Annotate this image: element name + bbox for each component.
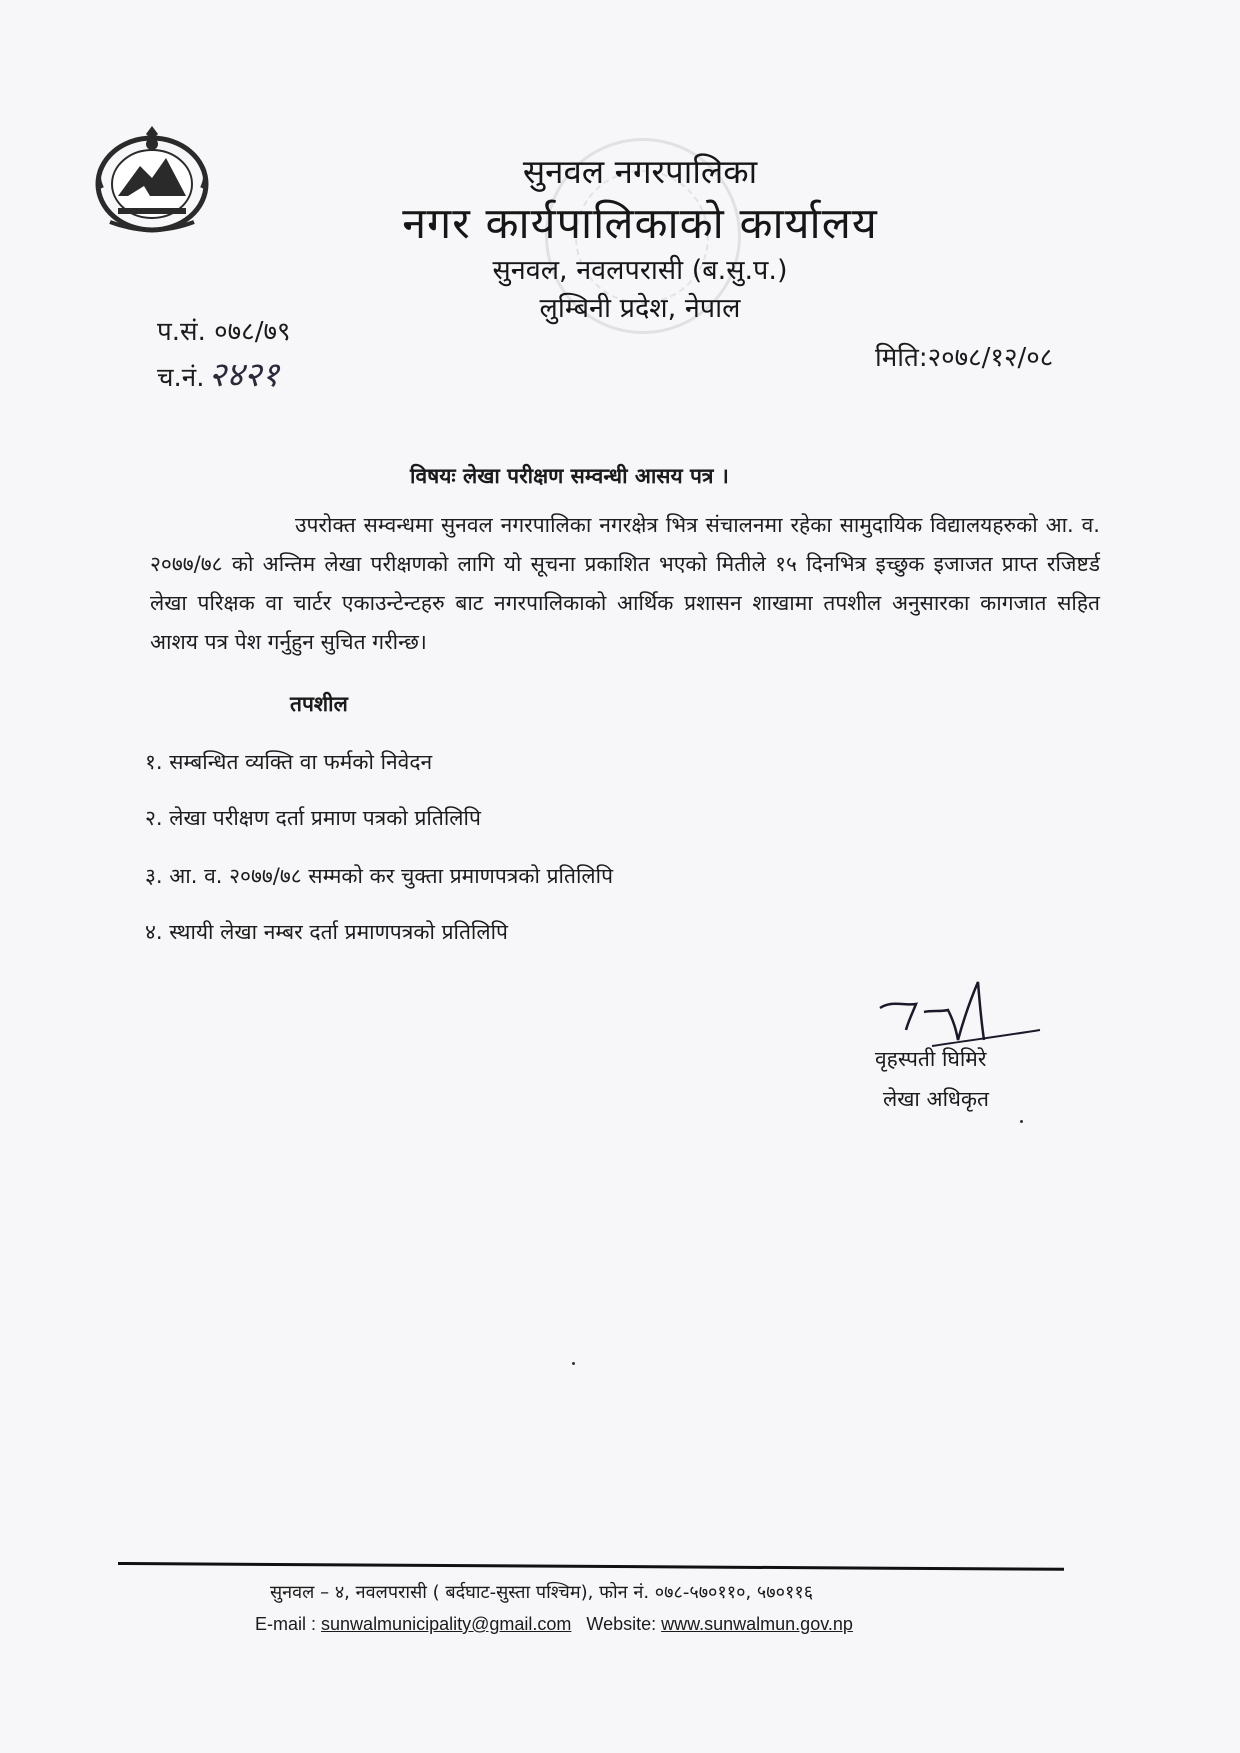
- office-district: सुनवल, नवलपरासी (ब.सु.प.): [492, 255, 788, 286]
- signatory-title: लेखा अधिकृत: [883, 1087, 990, 1111]
- dispatch-handwritten-value: २४२१: [208, 355, 280, 395]
- footer-divider: [118, 1562, 1064, 1571]
- office-province: लुम्बिनी प्रदेश, नेपाल: [539, 293, 741, 324]
- dispatch-number: [157, 350, 279, 396]
- details-heading: तपशील: [290, 692, 348, 716]
- handwritten-signature: [872, 978, 1042, 1048]
- list-item: ४. स्थायी लेखा नम्बर दर्ता प्रमाणपत्रको प्रतिलिपि: [145, 920, 508, 944]
- scan-speck: [1020, 1120, 1023, 1123]
- list-item: १. सम्बन्धित व्यक्ति वा फर्मको निवेदन: [145, 750, 433, 774]
- letter-subject: विषयः लेखा परीक्षण सम्वन्धी आसय पत्र ।: [410, 464, 729, 488]
- reference-number: प.सं. ०७८/७९: [157, 317, 291, 347]
- website-label: Website:: [586, 1614, 657, 1634]
- email-link[interactable]: sunwalmunicipality@gmail.com: [321, 1614, 572, 1634]
- website-link[interactable]: www.sunwalmun.gov.np: [661, 1614, 853, 1634]
- footer-address: सुनवल – ४, नवलपरासी ( बर्दघाट-सुस्ता पश्चिम), फोन नं. ०७८-५७०११०, ५७०११६: [270, 1582, 814, 1603]
- office-name: नगर कार्यपालिकाको कार्यालय: [402, 199, 878, 249]
- scan-speck: [572, 1362, 575, 1365]
- list-item: २. लेखा परीक्षण दर्ता प्रमाण पत्रको प्रतिलिपि: [145, 806, 481, 830]
- letter-date: मिति:२०७८/१२/०८: [875, 343, 1054, 373]
- email-label: E-mail :: [255, 1614, 317, 1634]
- dispatch-label: च.नं.: [157, 363, 205, 393]
- municipality-name: सुनवल नगरपालिका: [522, 152, 758, 191]
- nepal-government-emblem-icon: [88, 126, 216, 238]
- signatory-name: वृहस्पती घिमिरे: [875, 1047, 987, 1071]
- list-item: ३. आ. व. २०७७/७८ सम्मको कर चुक्ता प्रमाणपत्रको प्रतिलिपि: [145, 864, 614, 888]
- letter-body: उपरोक्त सम्वन्धमा सुनवल नगरपालिका नगरक्षेत्र भित्र संचालनमा रहेका सामुदायिक विद्यालयहरुको आ. व. २०७७/७८ को अन्तिम लेखा परीक्षणको लागि यो सूचना प्रकाशित भएको मितीले १५ दिनभित्र इच्छुक इजाजत प्राप्त रजिष्टर्ड लेखा परिक्षक वा चार्टर एकाउन्टेन्टहरु बाट नगरपालिकाको आर्थिक प्रशासन शाखामा तपशील अनुसारका कागजात सहित आशय पत्र पेश गर्नुहुन सुचित गरीन्छ।: [150, 513, 1100, 654]
- footer-contact: [255, 1614, 853, 1635]
